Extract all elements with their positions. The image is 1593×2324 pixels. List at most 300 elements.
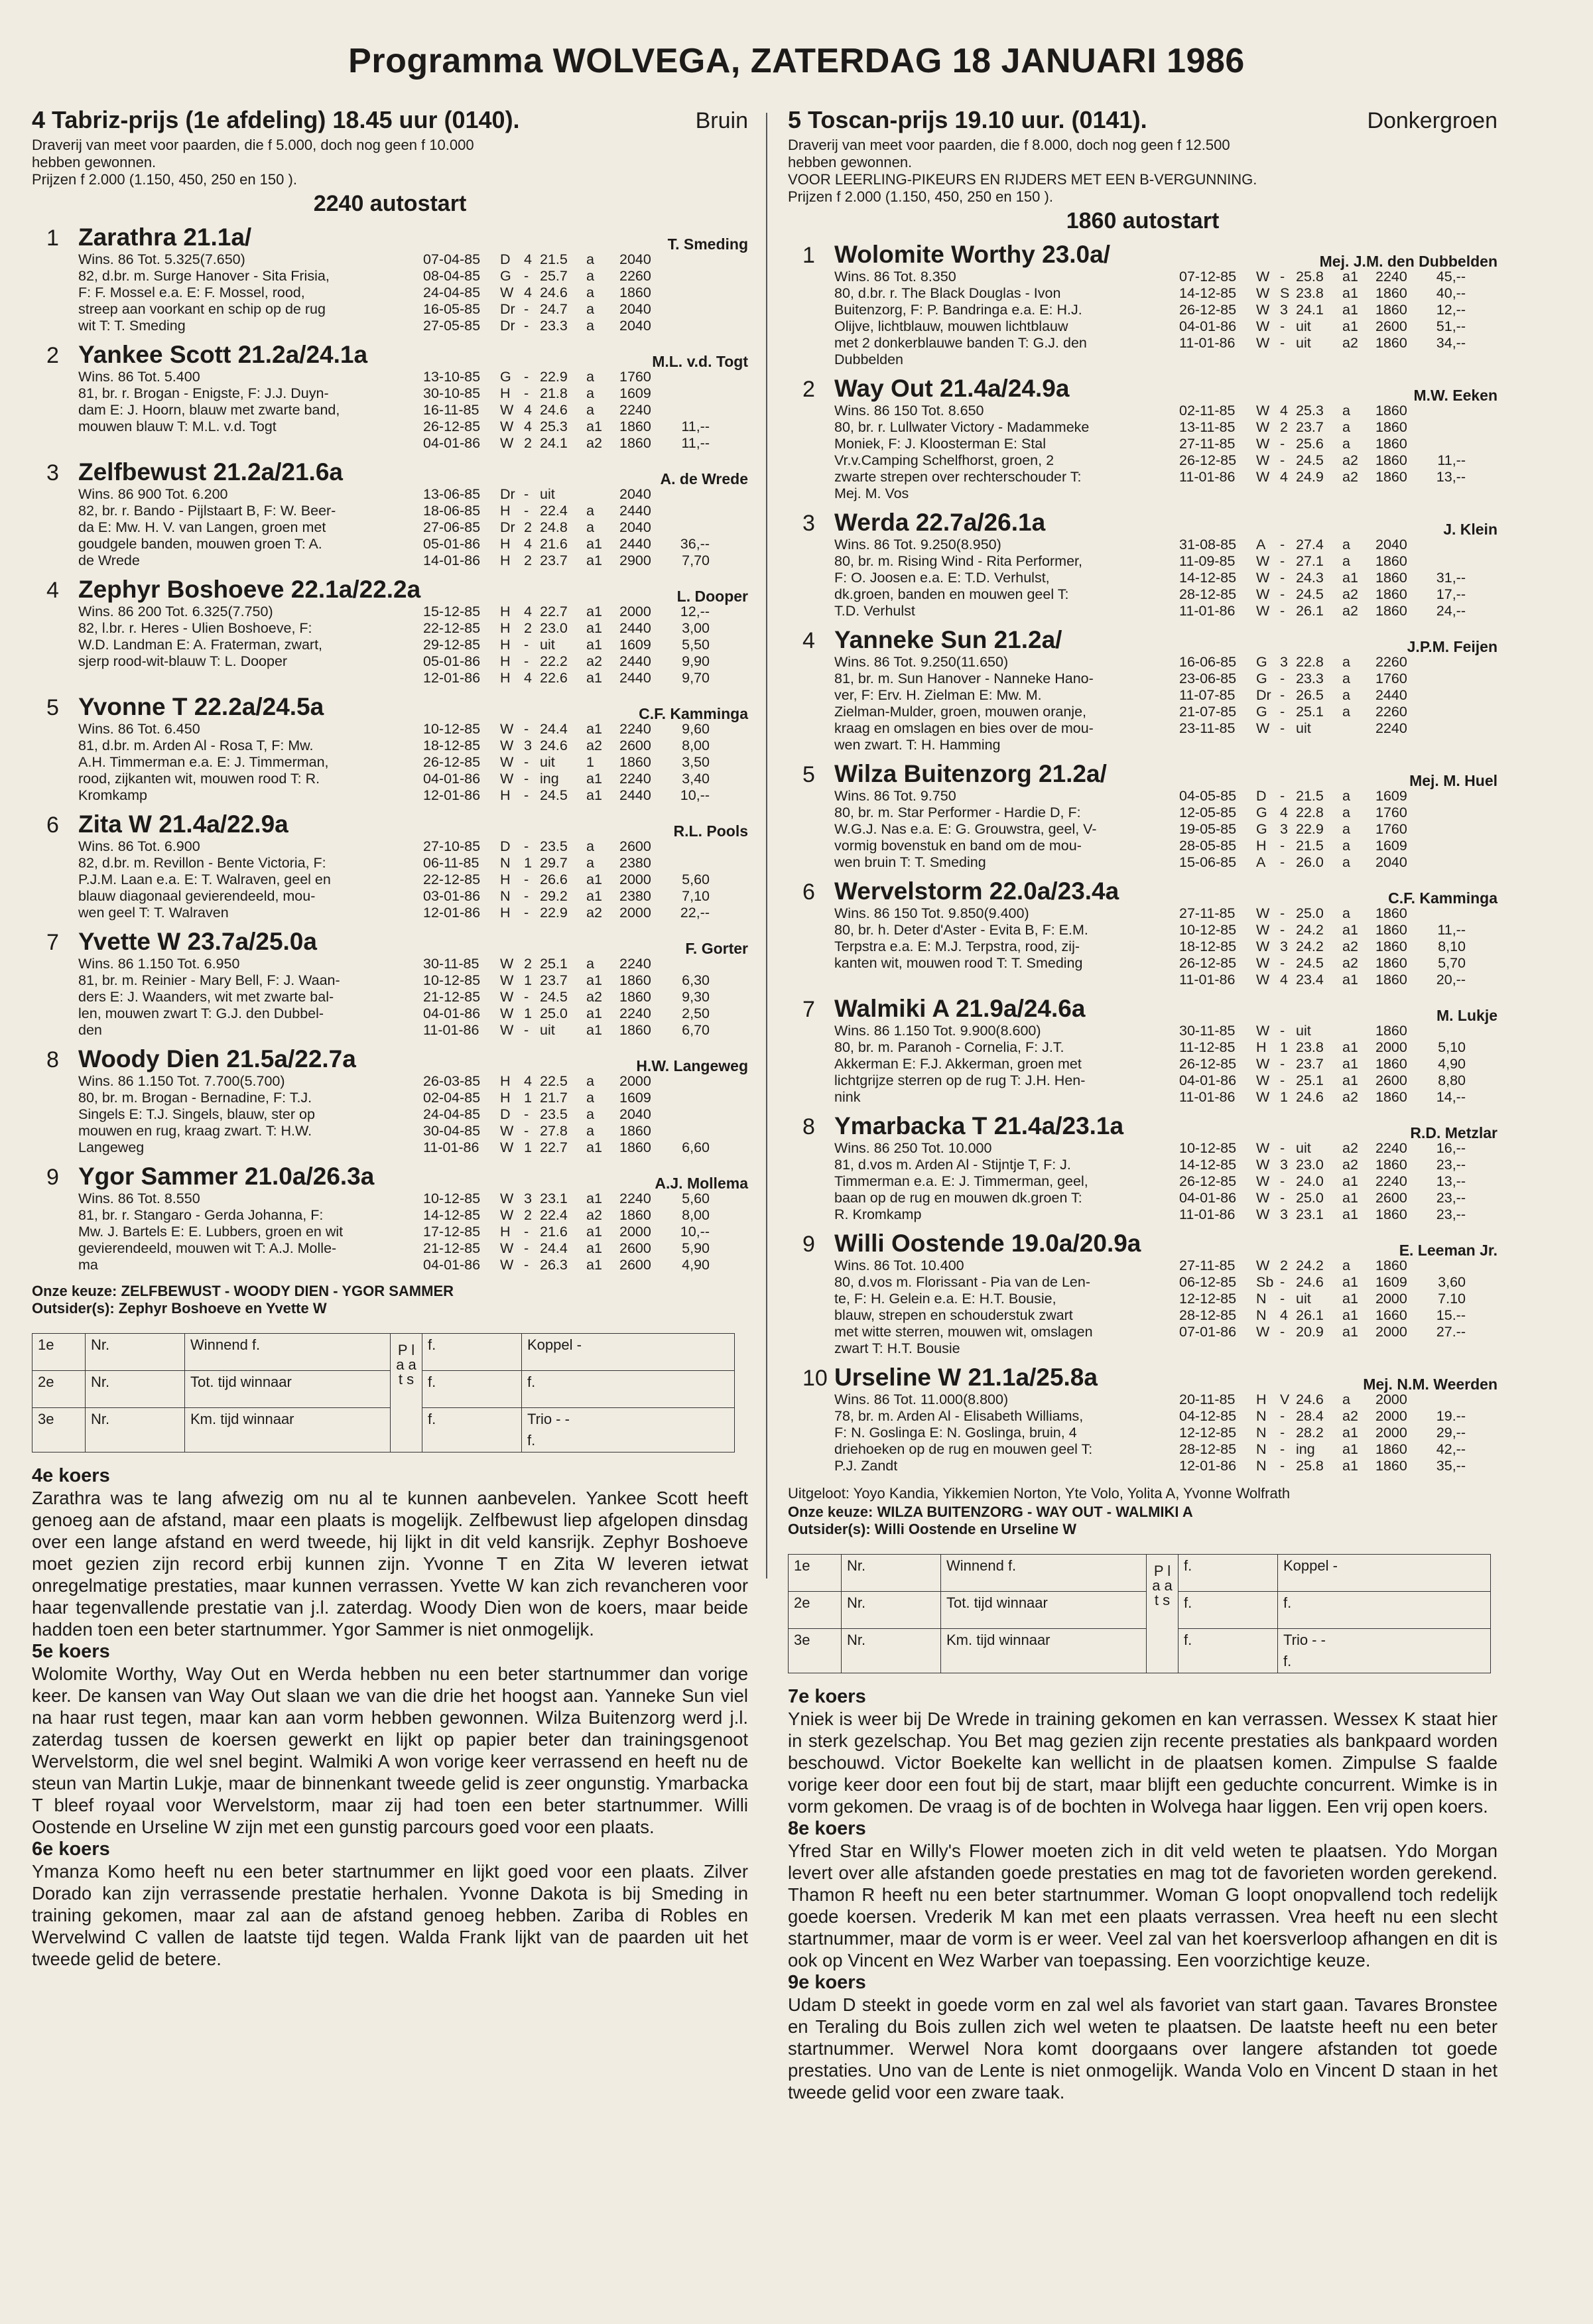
start-cell: 26.1	[1296, 1307, 1324, 1323]
start-cell: 21.6	[540, 1224, 568, 1240]
start-cell: 24.6	[1296, 1274, 1324, 1290]
start-cell: W	[1256, 955, 1270, 971]
start-cell: H	[500, 604, 511, 619]
start-cell: -	[524, 486, 529, 502]
start-cell: 25.7	[540, 268, 568, 284]
start-cell: G	[1256, 654, 1267, 670]
start-cell: 23,--	[1436, 1157, 1466, 1173]
horse-starts	[1179, 654, 1497, 737]
horse-info-line: len, mouwen zwart T: G.J. den Dubbel-	[78, 1005, 324, 1021]
horse-name: Yankee Scott 21.2a/24.1a	[78, 341, 368, 368]
start-cell: W	[1256, 1190, 1270, 1206]
horse-info-line: sjerp rood-wit-blauw T: L. Dooper	[78, 653, 288, 669]
start-cell: 11-07-85	[1179, 687, 1236, 703]
horse-starts	[423, 1191, 748, 1273]
start-cell: 1760	[619, 369, 651, 385]
horse-trainer-wrap	[423, 822, 748, 921]
start-cell: 4,90	[682, 1257, 710, 1273]
start-cell: 23,--	[1436, 1190, 1466, 1206]
start-cell: a1	[1342, 1307, 1358, 1323]
start-cell: 3	[1280, 821, 1288, 837]
start-cell: H	[500, 653, 511, 669]
start-cell: 10-12-85	[423, 972, 481, 988]
start-cell: N	[1256, 1425, 1267, 1441]
start-cell: H	[500, 1224, 511, 1240]
horse-info-line: Vr.v.Camping Schelfhorst, groen, 2	[834, 452, 1054, 468]
start-cell: 34,--	[1436, 335, 1466, 351]
start-cell: a1	[586, 536, 602, 552]
start-cell: 25.3	[1296, 403, 1324, 419]
start-cell: -	[1280, 335, 1285, 351]
start-cell: H	[500, 536, 511, 552]
start-row	[423, 503, 748, 519]
start-cell: a	[1342, 788, 1350, 804]
start-cell: 04-05-85	[1179, 788, 1237, 804]
race-4-description	[32, 137, 748, 188]
start-cell: 21.6	[540, 536, 568, 552]
start-cell: 15-06-85	[1179, 854, 1237, 870]
start-cell: 11-01-86	[423, 1022, 479, 1038]
start-cell: 14-01-86	[423, 552, 481, 568]
horse-name: Way Out 21.4a/24.9a	[834, 375, 1070, 402]
start-cell: 1860	[1375, 1206, 1407, 1222]
horse-info-line: P.J.M. Laan e.a. E: T. Walraven, geel en	[78, 871, 331, 887]
horse-info-line: goudgele banden, mouwen groen T: A.	[78, 536, 322, 552]
start-cell: 11-01-86	[1179, 603, 1236, 619]
start-cell: 1609	[1375, 1274, 1407, 1290]
horse-entry	[32, 693, 748, 804]
start-row	[423, 1073, 748, 1090]
start-cell: 13,--	[1436, 1173, 1466, 1189]
start-cell: 28-12-85	[1179, 586, 1237, 602]
start-cell: -	[1280, 603, 1285, 619]
horse-trainer-wrap	[1179, 1242, 1497, 1357]
start-cell: 2240	[619, 721, 651, 737]
start-cell: -	[524, 1022, 529, 1038]
start-cell: W	[1256, 553, 1270, 569]
start-cell: W	[500, 419, 514, 434]
result-koppel: Koppel -	[522, 1334, 735, 1371]
commentary-text: Ymanza Komo heeft nu een beter startnummer en lijkt goed voor een plaats. Zilver Dorado kan zijn verrassende prestatie herhalen. Yvonne Dakota is bij Smeding in training gekomen, maar zal aan de afstand genoeg hebben. Zariba di Robles en Wervelwind C vallen de laatste tijd tegen. Walda Frank lijkt van de paarden uit het tweede gelid de betere.	[32, 1861, 748, 1969]
start-cell: 29,--	[1436, 1425, 1466, 1441]
start-cell: a1	[1342, 1039, 1358, 1055]
start-cell: 2600	[619, 738, 651, 753]
start-cell: 3,00	[682, 620, 710, 636]
start-cell: 21.5	[1296, 838, 1324, 854]
start-cell: 1860	[619, 1123, 651, 1139]
start-cell: 1860	[1375, 1458, 1407, 1474]
start-cell: 2600	[619, 1240, 651, 1256]
start-cell: 22.8	[1296, 805, 1324, 820]
result-row	[789, 1555, 1491, 1592]
horse-number: 5	[802, 762, 815, 787]
start-cell: 14,--	[1436, 1089, 1466, 1105]
start-cell: a2	[586, 435, 602, 451]
start-cell: uit	[1296, 1291, 1311, 1307]
start-cell: 24.3	[1296, 570, 1324, 586]
start-row	[1179, 469, 1497, 485]
start-row	[423, 419, 748, 435]
start-cell	[670, 1073, 710, 1090]
start-row	[423, 1139, 748, 1156]
start-cell: 1860	[1375, 972, 1407, 988]
start-cell: 12-01-86	[1179, 1458, 1237, 1474]
start-cell: H	[1256, 1391, 1267, 1407]
horse-info-line: wen geel T: T. Walraven	[78, 905, 229, 921]
horse-entry	[788, 877, 1497, 988]
horse-info-line: 82, d.br. m. Revillon - Bente Victoria, F:	[78, 855, 326, 871]
start-cell: uit	[1296, 318, 1311, 334]
start-cell	[1426, 1391, 1466, 1408]
start-cell: 12,--	[680, 604, 710, 619]
start-cell: Dr	[500, 519, 515, 535]
start-cell: 12-01-86	[423, 905, 481, 921]
start-cell: H	[500, 620, 511, 636]
start-cell	[1426, 905, 1466, 922]
horse-info	[78, 604, 423, 686]
horse-info-line: wit T: T. Smeding	[78, 318, 186, 334]
start-cell: 22.8	[1296, 654, 1324, 670]
start-cell: 2000	[619, 871, 651, 887]
start-cell: a	[1342, 854, 1350, 870]
start-cell: -	[1280, 1072, 1285, 1088]
start-row	[1179, 403, 1497, 419]
horse-info-line: Wins. 86 Tot. 11.000(8.800)	[834, 1391, 1009, 1407]
horse-starts	[1179, 788, 1497, 871]
start-cell: a1	[586, 1257, 602, 1273]
horse-entry	[32, 224, 748, 334]
start-cell: 2	[524, 1207, 532, 1223]
horse-info	[78, 956, 423, 1039]
result-place-f: f.	[1179, 1592, 1278, 1629]
start-row	[1179, 905, 1497, 922]
start-cell: 30-04-85	[423, 1123, 481, 1139]
start-cell: W	[1256, 1258, 1270, 1273]
start-cell	[670, 956, 710, 972]
start-cell: -	[1280, 671, 1285, 686]
start-cell: 1609	[619, 385, 651, 401]
commentary-text: Yfred Star en Willy's Flower moeten zich in dit veld weten te plaatsen. Ydo Morgan levert over alle afstanden goede prestaties en mag tot de favorieten worden gerekend. Thamon R heeft nu een beter startnummer. Woman G loopt onopvallend toch redelijk goede koersen. Vrederik M kan met een plaats verrassen. Vrea heeft nu een slecht startnummer, maar de vorm is er weer. Veel zal van het koersverloop afhangen en dit is ook op Vincent en Wez Warber van toepassing. Een voorzichtige keuze.	[788, 1840, 1497, 1970]
start-cell: a2	[1342, 1157, 1358, 1173]
start-cell	[1426, 671, 1466, 687]
horse-info-line: 80, d.br. r. The Black Douglas - Ivon	[834, 285, 1061, 301]
start-cell: 7,70	[682, 552, 710, 568]
horse-info-line: kraag en omslagen en bies over de mou-	[834, 720, 1094, 736]
start-cell: a	[586, 1106, 594, 1122]
start-cell: 3	[1280, 1206, 1288, 1222]
start-row	[1179, 1258, 1497, 1274]
start-cell: 12-05-85	[1179, 805, 1237, 820]
start-cell: 22.2	[540, 653, 568, 669]
start-cell: W	[500, 1123, 514, 1139]
horse-info-line: W.G.J. Nas e.a. E: G. Grouwstra, geel, V-	[834, 821, 1097, 837]
start-cell: a1	[586, 620, 602, 636]
commentary-right	[788, 1685, 1497, 2103]
race-4-desc-line: hebben gewonnen.	[32, 154, 157, 170]
start-cell: 11-01-86	[1179, 335, 1236, 351]
start-row	[1179, 704, 1497, 720]
start-cell: a1	[1342, 1274, 1358, 1290]
race-5-uitgeloot: Uitgeloot: Yoyo Kandia, Yikkemien Norton, Yte Volo, Yolita A, Yvonne Wolfrath	[788, 1485, 1291, 1502]
result-label: Tot. tijd winnaar	[941, 1592, 1147, 1629]
start-cell: 2000	[1375, 1391, 1407, 1407]
start-row	[423, 385, 748, 402]
start-cell: 5,70	[1438, 955, 1466, 971]
start-cell: 24.8	[540, 519, 568, 535]
start-cell: W	[500, 1191, 514, 1206]
start-cell: 25.8	[1296, 1458, 1324, 1474]
horse-info-line: driehoeken op de rug en mouwen geel T:	[834, 1441, 1093, 1457]
start-row	[423, 1106, 748, 1123]
horse-info-line: wen bruin T: T. Smeding	[834, 854, 986, 870]
start-cell: 27.1	[1296, 553, 1324, 569]
horse-info-line: Wins. 86 Tot. 8.550	[78, 1191, 200, 1206]
start-cell: 15-12-85	[423, 604, 481, 619]
start-cell: -	[1280, 318, 1285, 334]
start-cell: W	[500, 285, 514, 300]
start-cell: 26.5	[1296, 687, 1324, 703]
start-row	[1179, 318, 1497, 335]
start-cell: -	[1280, 436, 1285, 452]
horse-trainer: R.D. Metzlar	[1410, 1124, 1497, 1141]
start-cell: W	[500, 1240, 514, 1256]
start-cell: -	[1280, 1425, 1285, 1441]
start-cell: 05-01-86	[423, 653, 481, 669]
horse-number: 4	[46, 578, 59, 603]
race-4-choice: Onze keuze: ZELFBEWUST - WOODY DIEN - YGOR SAMMER	[32, 1283, 454, 1299]
start-cell	[670, 385, 710, 402]
race-5-result-table	[788, 1554, 1497, 1673]
start-cell: -	[1280, 1140, 1285, 1156]
start-cell: 2040	[619, 318, 651, 334]
start-cell: 1860	[619, 989, 651, 1005]
start-cell: 2240	[1375, 720, 1407, 736]
commentary-text: Yniek is weer bij De Wrede in training gekomen en kan verrassen. Wessex K staat hier in sterk gezelschap. You Bet mag gezien zijn recente prestaties als bankpaard worden beschouwd. Victor Boekelte kan wellicht in de plaatsen komen. Zimpulse S faalde vorige keer door een fout bij de start, maar blijft een geduchte concurrent. Wimke is in vorm gekomen. De vraag is of de bochten in Wolvega haar liggen. Een vrij open koers.	[788, 1709, 1497, 1817]
start-cell: -	[1280, 922, 1285, 938]
start-cell: 11-01-86	[1179, 1206, 1236, 1222]
start-cell	[1426, 821, 1466, 838]
start-cell: 7.10	[1438, 1291, 1466, 1307]
start-cell: N	[1256, 1291, 1267, 1307]
result-place-f: f.	[1179, 1555, 1278, 1592]
start-cell: a1	[586, 1005, 602, 1021]
horse-info	[834, 788, 1179, 871]
horse-name: Wilza Buitenzorg 21.2a/	[834, 760, 1107, 787]
start-cell: 1860	[1375, 570, 1407, 586]
result-label: Km. tijd winnaar	[941, 1629, 1147, 1673]
start-cell: a1	[586, 1139, 602, 1155]
start-cell: a	[586, 1073, 594, 1089]
start-cell: 4	[524, 1073, 532, 1089]
start-cell: 9,90	[682, 653, 710, 669]
start-cell: a	[586, 1090, 594, 1106]
start-cell: W	[1256, 1206, 1270, 1222]
start-cell: -	[524, 888, 529, 904]
horse-name: Zarathra 21.1a/	[78, 224, 252, 251]
race-5-desc-line: hebben gewonnen.	[788, 154, 913, 170]
race-5-title: 5 Toscan-prijs 19.10 uur. (0141).	[788, 106, 1147, 133]
horse-info-line: kanten wit, mouwen rood T: T. Smeding	[834, 955, 1083, 971]
start-cell: 4	[524, 285, 532, 300]
start-cell: 24-04-85	[423, 285, 481, 300]
start-cell: 35,--	[1436, 1458, 1466, 1474]
start-cell: 26-12-85	[423, 754, 481, 770]
horse-name: Yanneke Sun 21.2a/	[834, 626, 1062, 653]
start-cell: 9,70	[682, 670, 710, 686]
start-cell: -	[524, 1106, 529, 1122]
start-cell: 04-01-86	[423, 1257, 481, 1273]
start-cell: 1860	[1375, 1023, 1407, 1039]
start-cell: a1	[586, 771, 602, 787]
start-row	[423, 1090, 748, 1106]
start-cell: W	[1256, 922, 1270, 938]
start-cell: 3	[1280, 938, 1288, 954]
horse-starts	[1179, 269, 1497, 352]
start-row	[1179, 654, 1497, 671]
horse-info-line: Olijve, lichtblauw, mouwen lichtblauw	[834, 318, 1068, 334]
horse-info-line: Wins. 86 Tot. 6.450	[78, 721, 200, 737]
start-cell: 19-05-85	[1179, 821, 1237, 837]
start-cell: 2440	[619, 503, 651, 519]
start-cell: 2240	[1375, 1173, 1407, 1189]
start-cell	[1426, 1258, 1466, 1274]
race-4-horse-list	[32, 224, 748, 1273]
start-cell: 2240	[619, 956, 651, 972]
start-cell: 2380	[619, 888, 651, 904]
start-cell: 2260	[1375, 654, 1407, 670]
result-label: Winnend f.	[941, 1555, 1147, 1592]
result-nr: Nr.	[842, 1629, 941, 1673]
start-cell: W	[1256, 586, 1270, 602]
start-cell: 27-06-85	[423, 519, 481, 535]
horse-number: 3	[802, 511, 815, 536]
start-cell: 3	[1280, 302, 1288, 318]
start-cell: 3,60	[1438, 1274, 1466, 1290]
start-row	[423, 552, 748, 569]
horse-info-line: da E: Mw. H. V. van Langen, groen met	[78, 519, 326, 535]
start-cell: -	[1280, 788, 1285, 804]
horse-info-line: 82, l.br. r. Heres - Ulien Boshoeve, F:	[78, 620, 312, 636]
start-row	[1179, 269, 1497, 285]
start-cell: 26-12-85	[1179, 1173, 1237, 1189]
start-cell: 07-12-85	[1179, 269, 1237, 285]
start-cell: -	[1280, 1190, 1285, 1206]
start-cell: 23.3	[1296, 671, 1324, 686]
start-cell: 27-11-85	[1179, 905, 1236, 921]
start-cell: a2	[1342, 1089, 1358, 1105]
start-cell: 04-01-86	[423, 435, 481, 451]
race-5-choice: Onze keuze: WILZA BUITENZORG - WAY OUT - WALMIKI A	[788, 1504, 1193, 1520]
start-cell: 25.6	[1296, 436, 1324, 452]
horse-number: 10	[802, 1366, 828, 1391]
start-cell: 12,--	[1436, 302, 1466, 318]
start-cell: W	[1256, 419, 1270, 435]
start-cell: 4	[1280, 1307, 1288, 1323]
start-cell: 2440	[619, 787, 651, 803]
start-cell: a2	[1342, 586, 1358, 602]
start-cell: 24.4	[540, 721, 568, 737]
start-cell: 04-01-86	[1179, 1190, 1237, 1206]
start-cell: W	[500, 402, 514, 418]
start-cell: a1	[586, 888, 602, 904]
horse-info-line: Wins. 86 Tot. 6.900	[78, 838, 200, 854]
start-cell: 1760	[1375, 821, 1407, 837]
start-cell: W	[1256, 469, 1270, 485]
start-row	[1179, 671, 1497, 687]
start-row	[1179, 922, 1497, 938]
horse-info-line: den	[78, 1022, 102, 1038]
start-cell: 24-04-85	[423, 1106, 481, 1122]
start-cell: N	[1256, 1307, 1267, 1323]
start-cell: 12-01-86	[423, 787, 481, 803]
start-row	[1179, 1072, 1497, 1089]
start-cell: 1	[524, 1139, 532, 1155]
start-cell: 4	[1280, 805, 1288, 820]
start-cell: 1860	[1375, 285, 1407, 301]
start-cell: 22-12-85	[423, 620, 481, 636]
start-cell: 2900	[619, 552, 651, 568]
start-cell: W	[500, 956, 514, 972]
start-row	[1179, 302, 1497, 318]
start-cell: 18-12-85	[423, 738, 481, 753]
start-cell: 1609	[1375, 788, 1407, 804]
horse-info-line: Timmerman e.a. E: J. Timmerman, geel,	[834, 1173, 1088, 1189]
start-cell: 22-12-85	[423, 871, 481, 887]
start-cell: a	[586, 369, 594, 385]
start-cell: W	[500, 1207, 514, 1223]
start-cell: 4	[524, 402, 532, 418]
start-cell: 18-12-85	[1179, 938, 1237, 954]
start-cell: 2000	[619, 905, 651, 921]
commentary-left	[32, 1464, 748, 1970]
horse-info	[78, 721, 423, 804]
start-row	[423, 754, 748, 771]
horse-number: 5	[46, 695, 59, 720]
start-row	[1179, 1023, 1497, 1039]
start-cell: -	[524, 1257, 529, 1273]
start-cell: 2600	[619, 1257, 651, 1273]
start-cell: a1	[1342, 1173, 1358, 1189]
horse-info-line: mouwen en rug, kraag zwart. T: H.W.	[78, 1123, 312, 1139]
start-cell: 4	[524, 604, 532, 619]
start-cell: -	[1280, 720, 1285, 736]
start-cell	[670, 285, 710, 301]
start-cell: 23.4	[1296, 972, 1324, 988]
start-cell: 27.--	[1436, 1324, 1466, 1340]
horse-starts	[423, 838, 748, 921]
horse-trainer: Mej. M. Huel	[1409, 772, 1497, 789]
horse-trainer-wrap	[1179, 521, 1497, 619]
start-cell: 12-12-85	[1179, 1425, 1237, 1441]
start-cell: 1860	[619, 754, 651, 770]
start-cell: -	[524, 721, 529, 737]
start-cell: a1	[1342, 1458, 1358, 1474]
start-row	[423, 1022, 748, 1039]
horse-name: Zephyr Boshoeve 22.1a/22.2a	[78, 576, 421, 603]
start-cell: 2440	[619, 670, 651, 686]
horse-info-line: Wins. 86 Tot. 8.350	[834, 269, 956, 285]
start-cell: 8,10	[1438, 938, 1466, 954]
horse-info-line: 81, d.br. m. Arden Al - Rosa T, F: Mw.	[78, 738, 314, 753]
start-cell: 25.0	[540, 1005, 568, 1021]
result-label: Tot. tijd winnaar	[185, 1371, 391, 1408]
start-cell: 24.0	[1296, 1173, 1324, 1189]
start-cell: a	[586, 956, 594, 972]
start-cell: 08-04-85	[423, 268, 481, 284]
horse-info-line: Wins. 86 Tot. 5.400	[78, 369, 200, 385]
start-cell: 20,--	[1436, 972, 1466, 988]
start-row	[423, 1257, 748, 1273]
